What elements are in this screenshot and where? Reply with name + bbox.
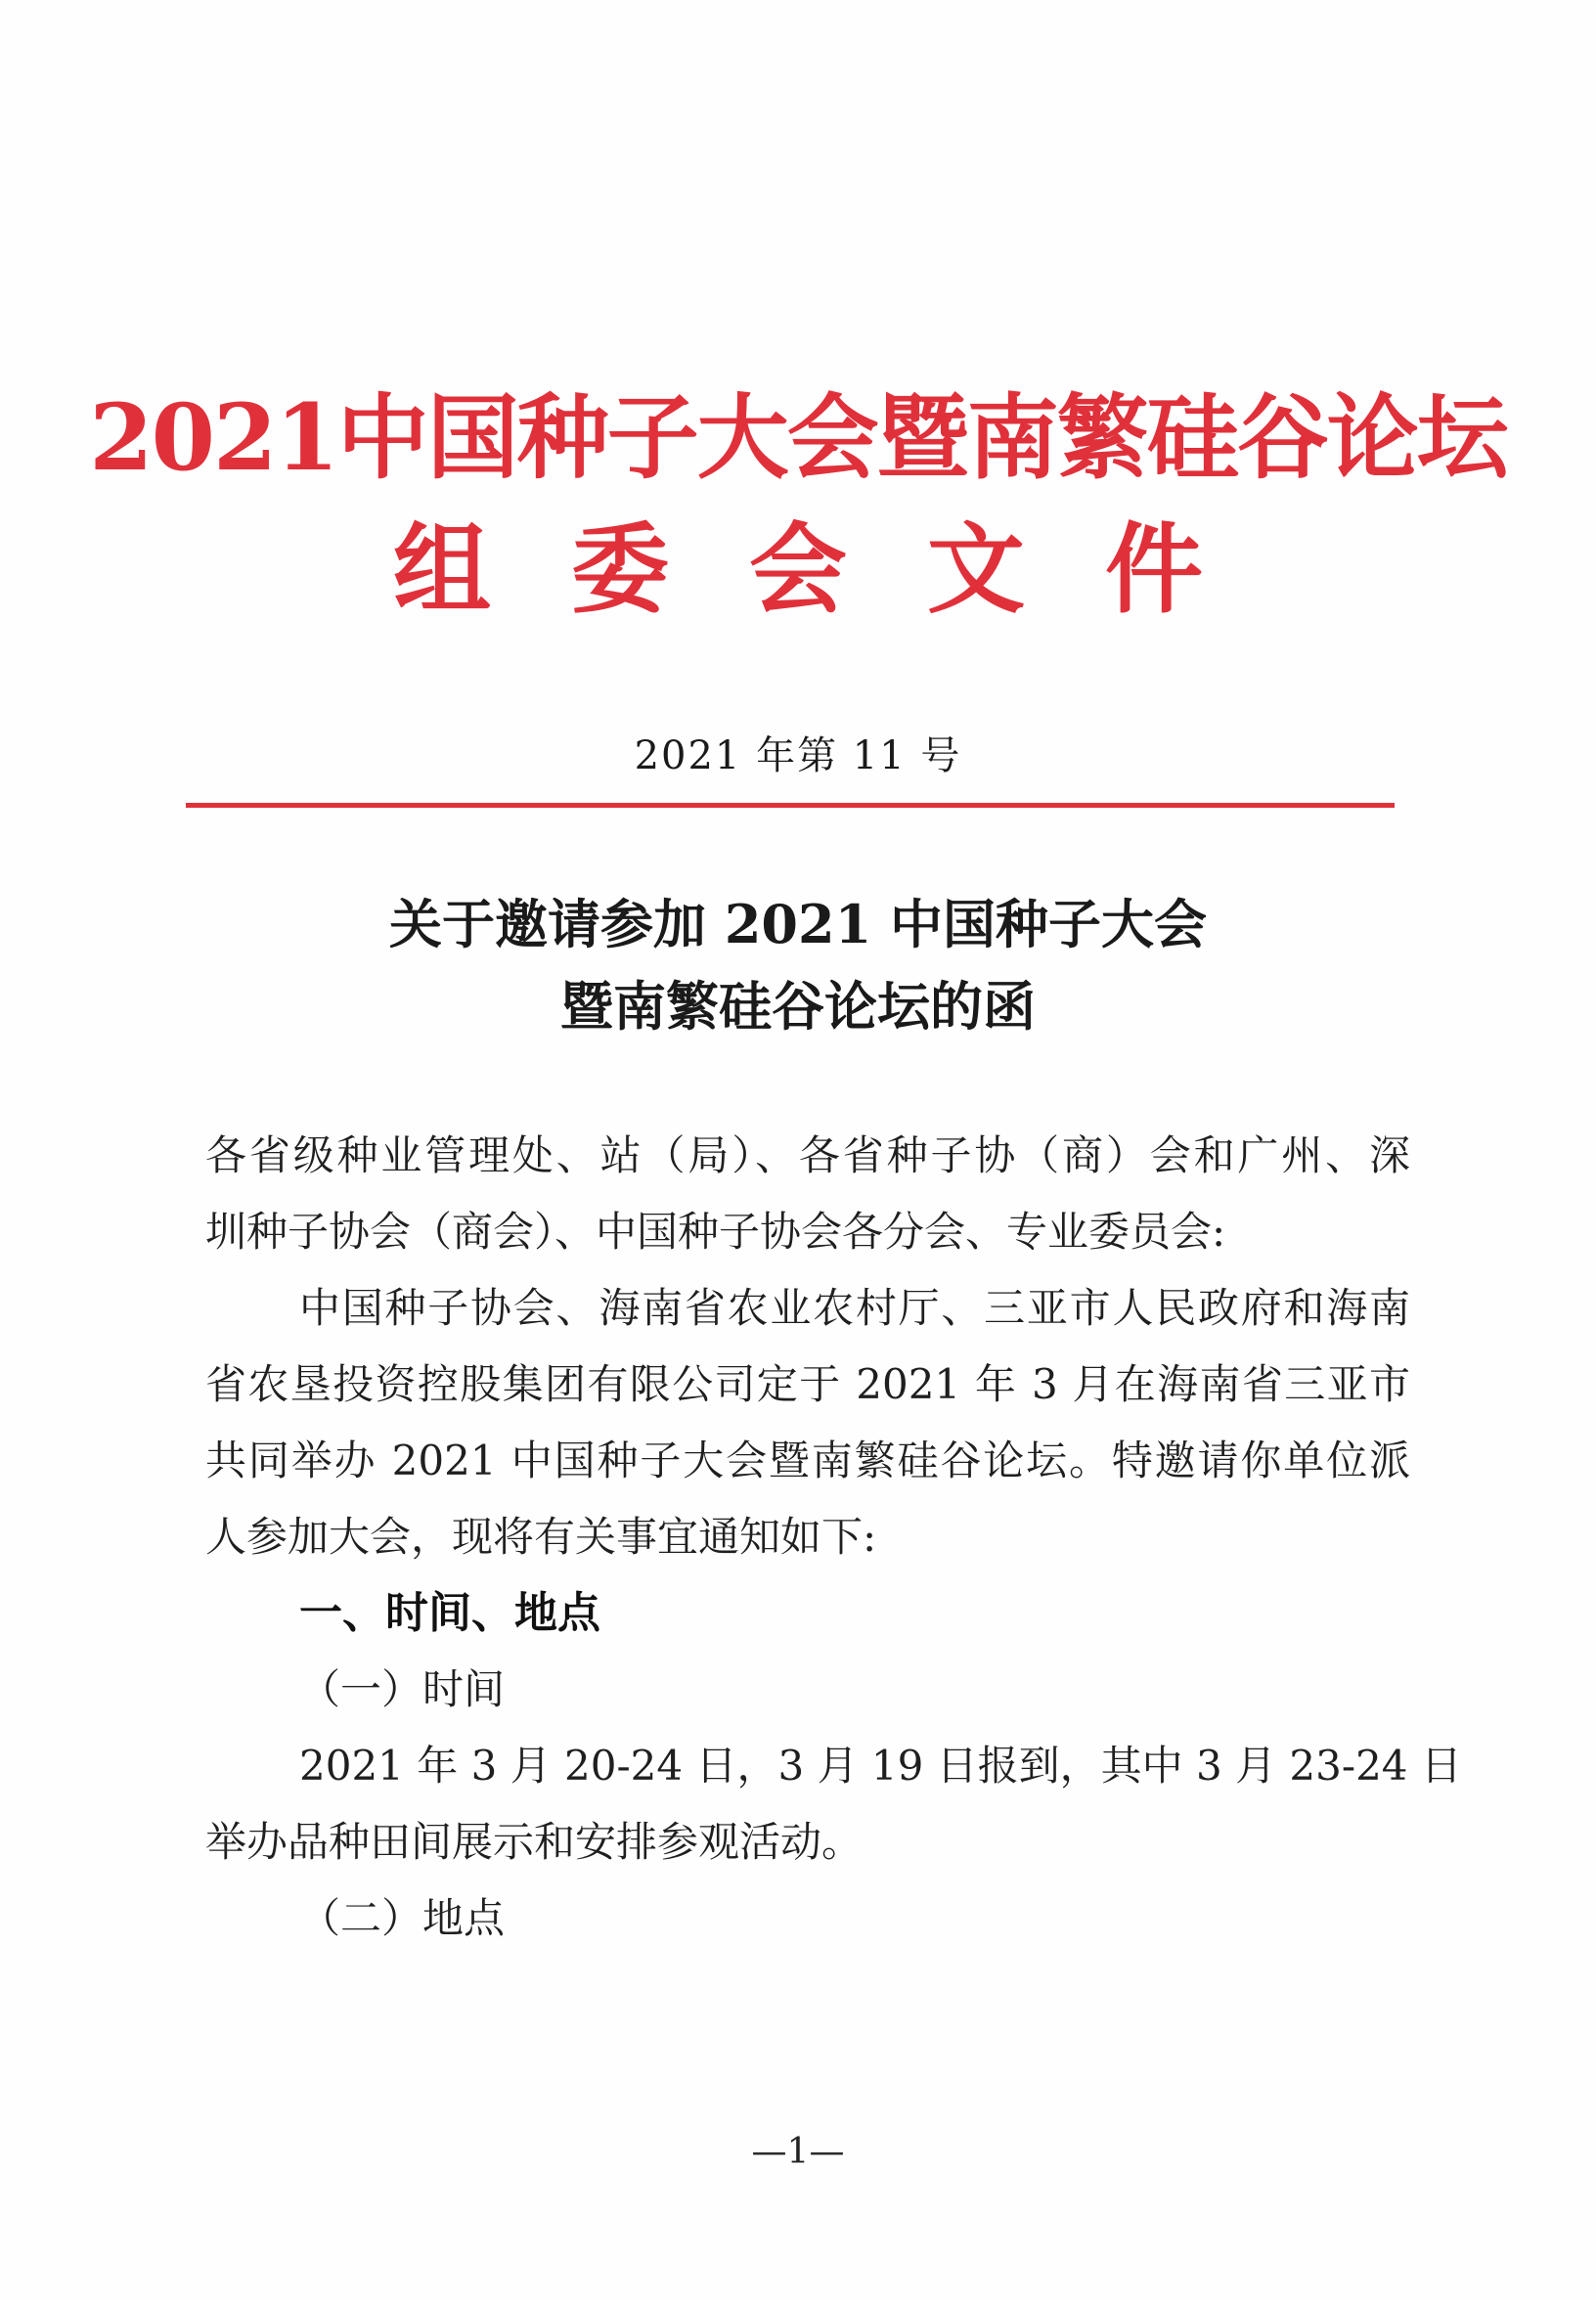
document-type-title: 组委会文件: [393, 511, 1283, 627]
paragraph-1-line-2: 省农垦投资控股集团有限公司定于 2021 年 3 月在海南省三亚市: [205, 1360, 1410, 1408]
section-1-heading: 一、时间、地点: [299, 1588, 600, 1638]
subject-title-line-1: 关于邀请参加 2021 中国种子大会: [389, 893, 1207, 955]
document-number: 2021 年第 11 号: [634, 733, 962, 778]
subsection-1-heading: （一）时间: [299, 1665, 506, 1713]
red-divider-line: [186, 803, 1395, 808]
paragraph-1-line-4: 人参加大会，现将有关事宜通知如下:: [205, 1513, 877, 1561]
time-line-1: 2021 年 3 月 20-24 日，3 月 19 日报到，其中 3 月 23-24 日: [299, 1742, 1462, 1790]
organization-title: 2021中国种子大会暨南繁硅谷论坛: [89, 384, 1507, 492]
time-line-2: 举办品种田间展示和安排参观活动。: [205, 1818, 864, 1866]
paragraph-1-line-3: 共同举办 2021 中国种子大会暨南繁硅谷论坛。特邀请你单位派: [205, 1437, 1410, 1484]
subsection-2-heading: （二）地点: [299, 1894, 506, 1942]
page-number: —1—: [751, 2132, 845, 2172]
salutation-line-2: 圳种子协会（商会）、中国种子协会各分会、专业委员会:: [205, 1208, 1226, 1256]
paragraph-1-line-1: 中国种子协会、海南省农业农村厅、三亚市人民政府和海南: [299, 1284, 1410, 1332]
subject-title-line-2: 暨南繁硅谷论坛的函: [560, 975, 1036, 1038]
salutation-line-1: 各省级种业管理处、站（局）、各省种子协（商）会和广州、深: [205, 1131, 1410, 1179]
